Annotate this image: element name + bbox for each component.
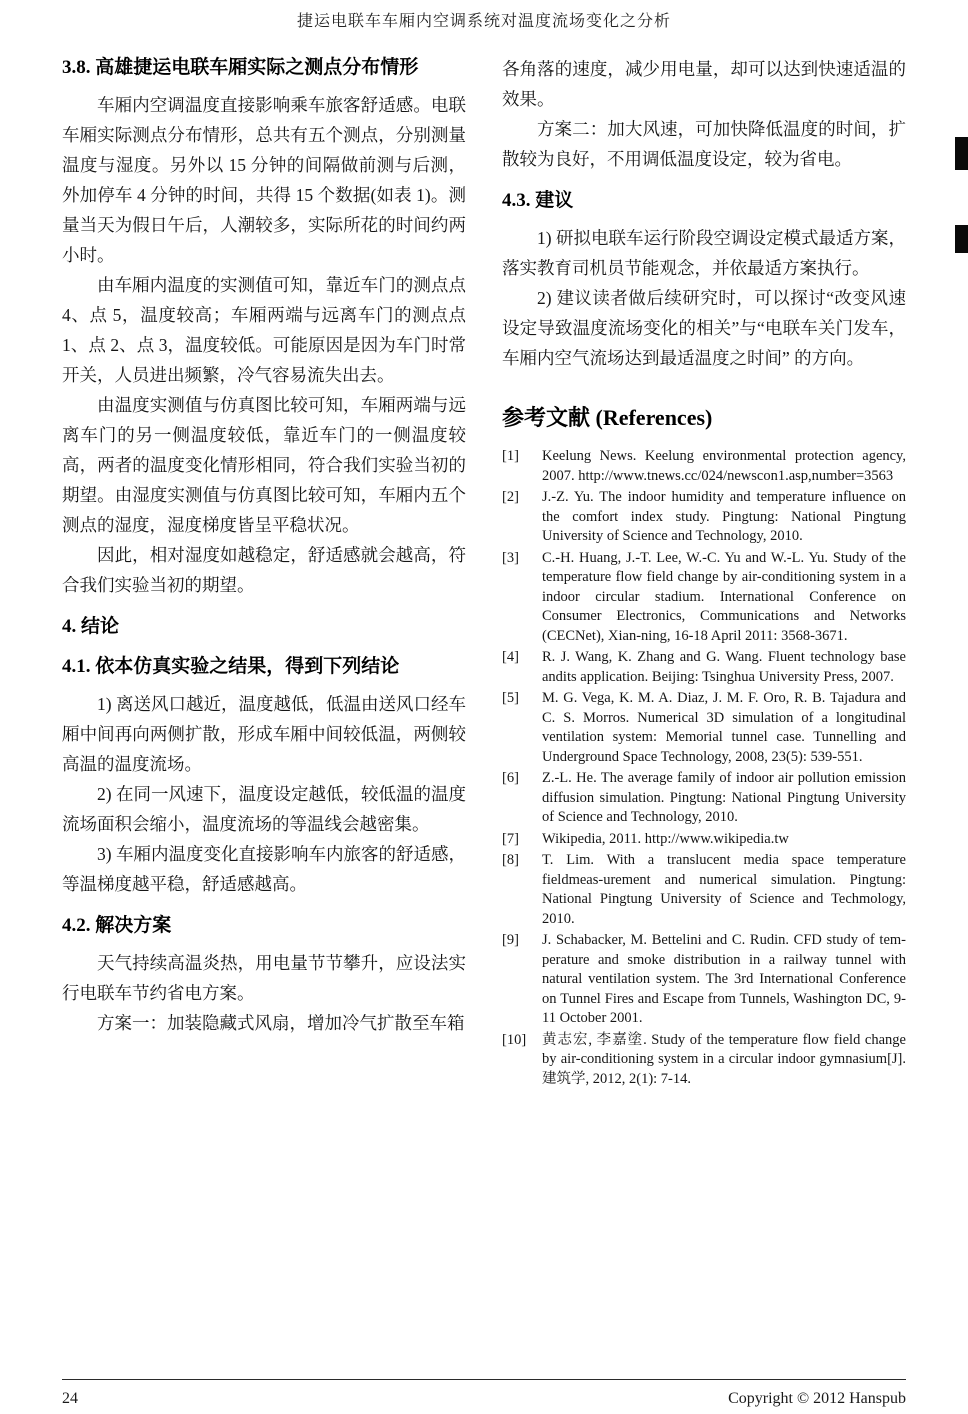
reference-item <box>502 931 906 1029</box>
footer-divider <box>62 1379 906 1380</box>
list-paragraph: 3) 车厢内温度变化直接影响车内旅客的舒适感，等温梯度越平稳，舒适感越高。 <box>62 844 466 894</box>
page-number: 24 <box>62 1390 78 1407</box>
page-footer <box>62 1390 906 1408</box>
reference-number: [6] <box>502 770 519 786</box>
section-heading-4-3: 4.3. 建议 <box>502 190 574 211</box>
paragraph: 车厢内空调温度直接影响乘车旅客舒适感。电联车厢实际测点分布情形，总共有五个测点，分别测量温度与湿度。另外以 15 分钟的间隔做前测与后测，外加停车 4 分钟的时间，共得 15 个数据(如表 1)。测量当天为假日午后，人潮较多，实际所花的时间约两小时。 <box>62 95 466 265</box>
list-paragraph: 2) 建议读者做后续研究时，可以探讨“改变风速设定导致温度流场变化的相关”与“电联车关门发车，车厢内空气流场达到最适温度之时间” 的方向。 <box>502 288 906 368</box>
reference-item <box>502 851 906 929</box>
reference-text: R. J. Wang, K. Zhang and G. Wang. Fluent technology base andits application. Beijing: Tsinghua University Press, 2007. <box>542 649 906 685</box>
reference-item <box>502 689 906 767</box>
list-paragraph: 1) 离送风口越近，温度越低，低温由送风口经车厢中间再向两侧扩散，形成车厢中间较低温，两侧较高温的温度流场。 <box>62 694 466 774</box>
references-heading: 参考文献 (References) <box>502 405 713 430</box>
reference-text: T. Lim. With a translucent media space temperature fieldmeas-urement and numerical simulation. Pingtung: National Pingtung University of Science and Techmology, 2010. <box>542 852 906 927</box>
reference-text: Keelung News. Keelung environmental protection agency, 2007. http://www.tnews.cc/024/newscon1.asp,number=3563 <box>542 448 906 484</box>
references-list <box>502 447 906 1089</box>
section-heading-4: 4. 结论 <box>62 616 120 637</box>
reference-item <box>502 769 906 828</box>
reference-number: [10] <box>502 1031 527 1048</box>
reference-item <box>502 830 906 850</box>
reference-text: Wikipedia, 2011. http://www.wikipedia.tw <box>542 830 789 847</box>
reference-number: [4] <box>502 649 519 665</box>
reference-number: [5] <box>502 690 519 706</box>
reference-text: J. Schabacker, M. Bettelini and C. Rudin. CFD study of tem-perature and smoke distribution in a railway tunnel with natural ventilation system. The 3rd International Conference on Tunnel Fires and Escape from Tunnels, Washington DC, 9-11 October 2001. <box>542 932 906 1026</box>
reference-text: 黄志宏, 李嘉塗. Study of the temperature flow field change by air-conditioning system in a circular indoor gymnasium[J]. 建筑学, 2012, 2(1): 7-14. <box>542 1031 906 1087</box>
reference-item <box>502 1031 906 1090</box>
reference-number: [3] <box>502 549 519 566</box>
reference-number: [7] <box>502 830 519 847</box>
paragraph: 天气持续高温炎热，用电量节节攀升，应设法实行电联车节约省电方案。 <box>62 953 466 1003</box>
reference-item <box>502 488 906 547</box>
reference-number: [9] <box>502 932 519 948</box>
reference-text: J.-Z. Yu. The indoor humidity and temperature influence on the comfort index study. Pingtung: National Pingtung University of Science and Technology, 2010. <box>542 489 906 544</box>
reference-text: C.-H. Huang, J.-T. Lee, W.-C. Yu and W.-L. Yu. Study of the temperature flow field change by air-conditioning system in a indoor circular stadium. International Conference on Consumer Electronics, Communications and Networks (CECNet), Xian-ning, 16-18 April 2011: 3568-3671. <box>542 549 906 644</box>
reference-number: [8] <box>502 852 519 868</box>
reference-text: Z.-L. He. The average family of indoor air pollution emission diffusion simulation. Pingtung: National Pingtung University of Science and Technology, 2010. <box>542 770 906 825</box>
reference-text: M. G. Vega, K. M. A. Diaz, J. M. F. Oro, R. B. Tajadura and C. S. Morros. Numerical 3D simulation of a longitudinal ventilation system: Memorial tunnel case. Tunnelling and Underground Space Technology, 2008, 23(5): 539-551. <box>542 690 906 765</box>
reference-item <box>502 447 906 486</box>
reference-number: [2] <box>502 489 519 505</box>
paragraph: 因此，相对湿度如越稳定，舒适感就会越高，符合我们实验当初的期望。 <box>62 545 466 595</box>
section-heading-3-8: 3.8. 高雄捷运电联车厢实际之测点分布情形 <box>62 57 419 78</box>
scan-edge-mark <box>955 137 968 170</box>
scan-edge-mark <box>955 225 968 253</box>
running-header-title: 捷运电联车车厢内空调系统对温度流场变化之分析 <box>296 13 671 30</box>
paragraph: 方案二：加大风速，可加快降低温度的时间，扩散较为良好，不用调低温度设定，较为省电。 <box>502 119 906 169</box>
copyright-notice: Copyright © 2012 Hanspub <box>728 1390 906 1407</box>
list-paragraph: 1) 研拟电联车运行阶段空调设定模式最适方案，落实教育司机员节能观念，并依最适方案执行。 <box>502 228 906 278</box>
section-heading-4-2: 4.2. 解决方案 <box>62 915 172 936</box>
paragraph: 方案一：加装隐藏式风扇，增加冷气扩散至车箱 <box>97 1013 465 1033</box>
reference-number: [1] <box>502 448 519 464</box>
paragraph: 由车厢内温度的实测值可知，靠近车门的测点点 4、点 5，温度较高；车厢两端与远离车门的测点点 1、点 2、点 3，温度较低。可能原因是因为车门时常开关，人员进出频繁，冷气容易流失出去。 <box>62 275 466 385</box>
left-column <box>62 54 466 1038</box>
list-paragraph: 2) 在同一风速下，温度设定越低，较低温的温度流场面积会缩小，温度流场的等温线会越密集。 <box>62 784 466 834</box>
paragraph: 由温度实测值与仿真图比较可知，车厢两端与远离车门的另一侧温度较低，靠近车门的一侧温度较高，两者的温度变化情形相同，符合我们实验当初的期望。由湿度实测值与仿真图比较可知，车厢内五个测点的湿度，湿度梯度皆呈平稳状况。 <box>62 395 466 535</box>
right-column <box>502 54 906 1091</box>
reference-item <box>502 648 906 687</box>
reference-item <box>502 549 906 647</box>
section-heading-4-1: 4.1. 依本仿真实验之结果，得到下列结论 <box>62 656 400 677</box>
continuation-paragraph: 各角落的速度，减少用电量，却可以达到快速适温的效果。 <box>502 59 906 109</box>
